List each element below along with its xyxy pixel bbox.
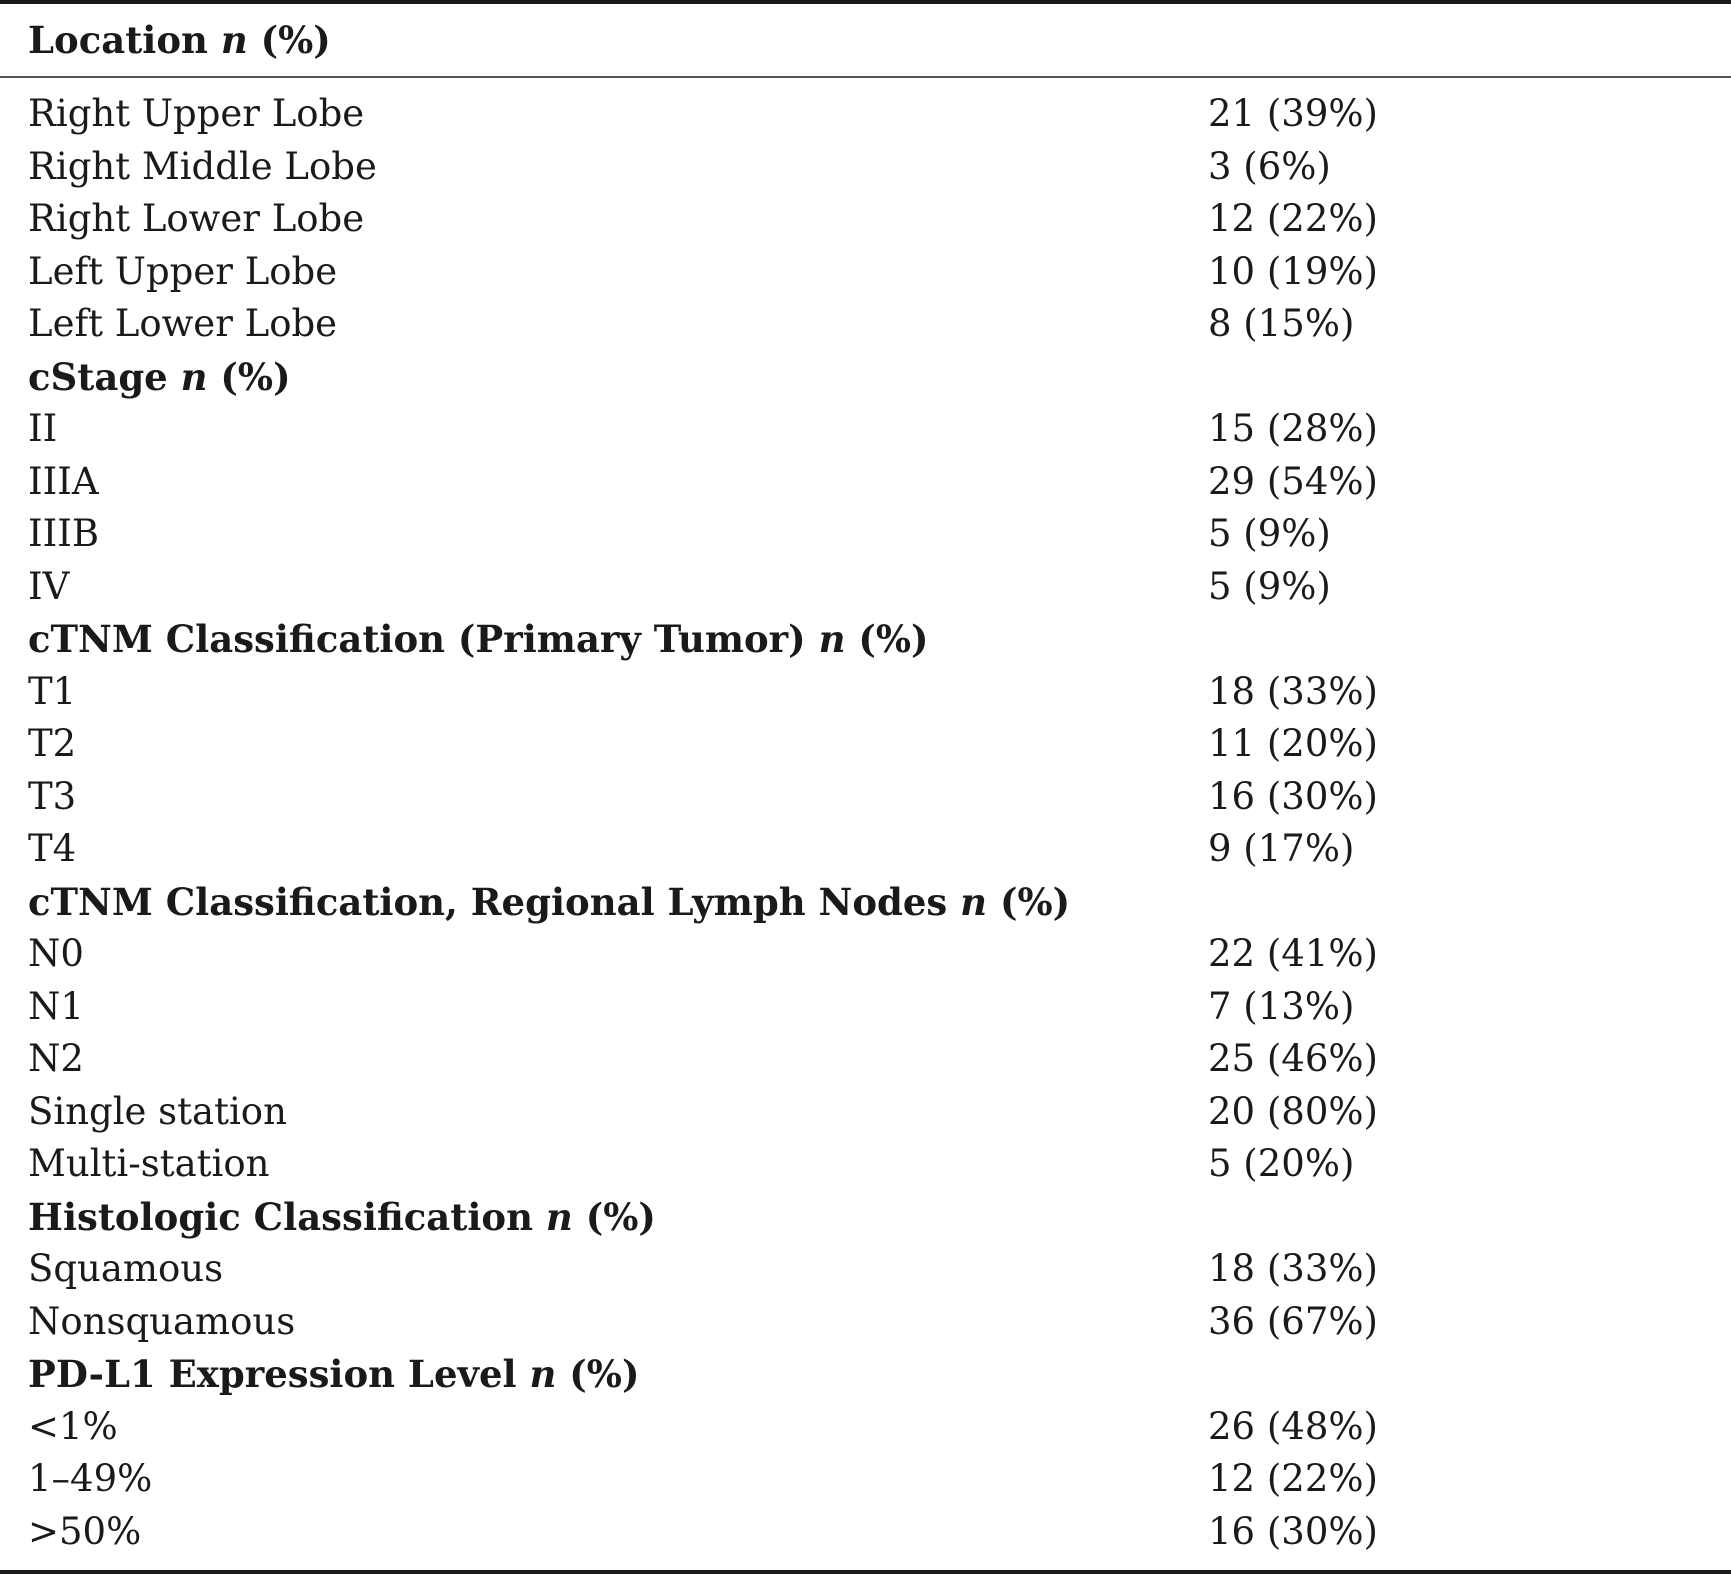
table-row <box>0 771 1731 824</box>
label-text: T2 <box>28 722 77 765</box>
row-label <box>28 928 84 981</box>
section-title <box>28 613 929 666</box>
label-text: IIIA <box>28 459 99 503</box>
label-text: IV <box>28 564 70 608</box>
row-value: 20 (80%) <box>1208 1089 1378 1133</box>
section-pct: (%) <box>999 879 1071 924</box>
label-text: Multi-station <box>28 1142 270 1185</box>
label-text: Histologic Classification <box>28 1194 534 1239</box>
table-row <box>0 1453 1731 1506</box>
section-pct: (%) <box>585 1194 656 1239</box>
table-row <box>0 928 1731 981</box>
table-row <box>0 456 1731 509</box>
table-row <box>0 981 1731 1034</box>
row-label <box>28 1086 287 1139</box>
header-title: Location <box>28 18 208 62</box>
table-row <box>0 403 1731 456</box>
section-n: n <box>545 1194 573 1239</box>
table-row <box>0 718 1731 771</box>
table-row <box>0 298 1731 351</box>
label-text: >50% <box>28 1509 142 1553</box>
section-title <box>28 876 1070 929</box>
table-row <box>0 1243 1731 1296</box>
label-text: Left Upper Lobe <box>28 249 338 293</box>
table-row <box>0 193 1731 246</box>
row-value: 22 (41%) <box>1208 932 1378 975</box>
row-value: 9 (17%) <box>1208 827 1355 870</box>
section-pct: (%) <box>858 617 929 661</box>
section-header-row <box>0 1191 1731 1244</box>
label-text: N0 <box>28 932 84 975</box>
label-text: N1 <box>28 984 84 1028</box>
label-text: Right Upper Lobe <box>28 92 365 135</box>
section-header-row <box>0 613 1731 666</box>
row-label <box>28 771 76 824</box>
table-top-rule <box>0 0 1731 4</box>
row-label <box>28 561 69 614</box>
label-text: <1% <box>28 1404 118 1448</box>
label-text: 1–49% <box>28 1457 153 1500</box>
label-text: T4 <box>28 827 77 870</box>
table-row <box>0 1138 1731 1191</box>
table-row <box>0 823 1731 876</box>
section-n: n <box>960 879 988 924</box>
row-value: 29 (54%) <box>1208 459 1378 503</box>
row-value: 7 (13%) <box>1208 984 1355 1028</box>
row-label <box>28 1243 223 1296</box>
label-text: Single station <box>28 1089 287 1133</box>
label-text: Nonsquamous <box>28 1299 296 1343</box>
label-text: IIIB <box>28 512 100 555</box>
section-n: n <box>180 354 208 399</box>
row-label <box>28 981 84 1034</box>
row-value: 15 (28%) <box>1208 407 1378 450</box>
row-label <box>28 456 99 509</box>
table-row <box>0 666 1731 719</box>
label-text: cStage <box>28 354 168 399</box>
row-label <box>28 141 377 194</box>
label-text: Squamous <box>28 1247 224 1290</box>
table-row <box>0 1086 1731 1139</box>
row-value: 5 (20%) <box>1208 1142 1355 1185</box>
label-text: II <box>28 407 58 450</box>
row-label <box>28 1401 118 1454</box>
row-label <box>28 1296 295 1349</box>
row-value: 10 (19%) <box>1208 249 1378 293</box>
section-pct: (%) <box>220 354 291 399</box>
section-header-row <box>0 1348 1731 1401</box>
table-header <box>28 14 331 66</box>
label-text: Left Lower Lobe <box>28 302 338 345</box>
row-label <box>28 666 76 719</box>
row-value: 5 (9%) <box>1208 512 1331 555</box>
row-value: 16 (30%) <box>1208 774 1378 818</box>
table-row <box>0 1506 1731 1559</box>
row-label <box>28 718 76 771</box>
section-title <box>28 1348 639 1401</box>
label-text: cTNM Classification (Primary Tumor) <box>28 617 806 661</box>
row-label <box>28 298 337 351</box>
row-label <box>28 823 76 876</box>
row-label <box>28 1138 269 1191</box>
label-text: T3 <box>28 774 77 818</box>
section-n: n <box>529 1352 557 1396</box>
header-n: n <box>220 18 248 62</box>
row-value: 12 (22%) <box>1208 197 1378 240</box>
row-label <box>28 1453 152 1506</box>
table-row <box>0 1033 1731 1086</box>
table-row <box>0 141 1731 194</box>
row-value: 5 (9%) <box>1208 564 1331 608</box>
table-body <box>0 88 1731 1558</box>
section-title <box>28 351 291 404</box>
row-label <box>28 403 57 456</box>
row-value: 12 (22%) <box>1208 1457 1378 1500</box>
table-bottom-rule <box>0 1570 1731 1574</box>
section-title <box>28 1191 656 1244</box>
row-label <box>28 193 364 246</box>
row-value: 36 (67%) <box>1208 1299 1378 1343</box>
table-header-rule <box>0 76 1731 78</box>
row-value: 25 (46%) <box>1208 1037 1378 1080</box>
row-label <box>28 1033 84 1086</box>
section-pct: (%) <box>569 1352 640 1396</box>
table-row <box>0 561 1731 614</box>
label-text: cTNM Classification, Regional Lymph Nodes <box>28 879 948 924</box>
row-value: 8 (15%) <box>1208 302 1355 345</box>
table-row <box>0 508 1731 561</box>
table-row <box>0 88 1731 141</box>
label-text: N2 <box>28 1037 84 1080</box>
row-label <box>28 1506 141 1559</box>
row-value: 11 (20%) <box>1208 722 1378 765</box>
row-value: 26 (48%) <box>1208 1404 1378 1448</box>
section-header-row <box>0 351 1731 404</box>
row-value: 18 (33%) <box>1208 1247 1378 1290</box>
section-n: n <box>818 617 846 661</box>
table-row <box>0 246 1731 299</box>
row-label <box>28 88 364 141</box>
row-value: 18 (33%) <box>1208 669 1378 713</box>
row-label <box>28 508 99 561</box>
row-value: 16 (30%) <box>1208 1509 1378 1553</box>
section-header-row <box>0 876 1731 929</box>
label-text: Right Lower Lobe <box>28 197 365 240</box>
label-text: Right Middle Lobe <box>28 144 377 188</box>
table-row <box>0 1401 1731 1454</box>
header-pct: (%) <box>260 18 331 62</box>
row-value: 3 (6%) <box>1208 144 1331 188</box>
table-row <box>0 1296 1731 1349</box>
row-label <box>28 246 337 299</box>
label-text: PD-L1 Expression Level <box>28 1352 517 1396</box>
label-text: T1 <box>28 669 77 713</box>
row-value: 21 (39%) <box>1208 92 1378 135</box>
